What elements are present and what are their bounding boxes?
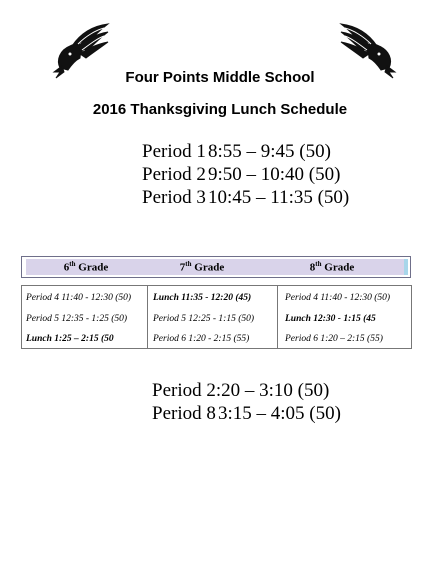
period-row [142,186,349,209]
grade-6-column [22,286,148,348]
grade-7-label: 7th Grade [179,260,225,274]
period-row [142,163,349,186]
grade-8-column [277,286,411,348]
afternoon-periods [152,379,341,425]
grade-7-column [147,286,278,348]
table-cell-lunch: Lunch 1:25 – 2:15 (50 [26,334,114,344]
period-name: Period 1 [142,141,206,162]
morning-periods [142,140,349,209]
table-cell: Period 6 1:20 - 2:15 (55) [153,334,250,344]
schedule-title: 2016 Thanksgiving Lunch Schedule [92,101,348,118]
period-row [152,402,341,425]
grade-header-band [21,256,411,278]
table-cell: Period 5 12:35 - 1:25 (50) [26,314,128,324]
table-cell: Period 6 1:20 – 2:15 (55) [285,334,383,344]
period-row [152,379,341,402]
period-time: 10:45 – 11:35 (50) [208,187,350,208]
table-cell: Period 4 11:40 - 12:30 (50) [285,293,391,303]
school-name: Four Points Middle School [125,69,315,86]
period-time: 8:55 – 9:45 (50) [208,141,331,162]
grade-8-label: 8th Grade [309,260,355,274]
period-time: 9:50 – 10:40 (50) [208,164,341,185]
period-name: Period 8 [152,403,216,424]
table-cell-lunch: Lunch 12:30 - 1:15 (45 [285,314,376,324]
lunch-table [21,285,412,349]
grade-band-edge [404,259,408,275]
table-cell: Period 5 12:25 - 1:15 (50) [153,314,255,324]
period-name: Period 3 [142,187,206,208]
table-cell: Period 4 11:40 - 12:30 (50) [26,293,132,303]
grade-6-label: 6th Grade [63,260,109,274]
table-cell-lunch: Lunch 11:35 - 12:20 (45) [153,293,252,303]
period-name: Period 2:20 – 3:10 (50) [152,380,330,401]
period-row [142,140,349,163]
period-time: 3:15 – 4:05 (50) [218,403,341,424]
period-name: Period 2 [142,164,206,185]
